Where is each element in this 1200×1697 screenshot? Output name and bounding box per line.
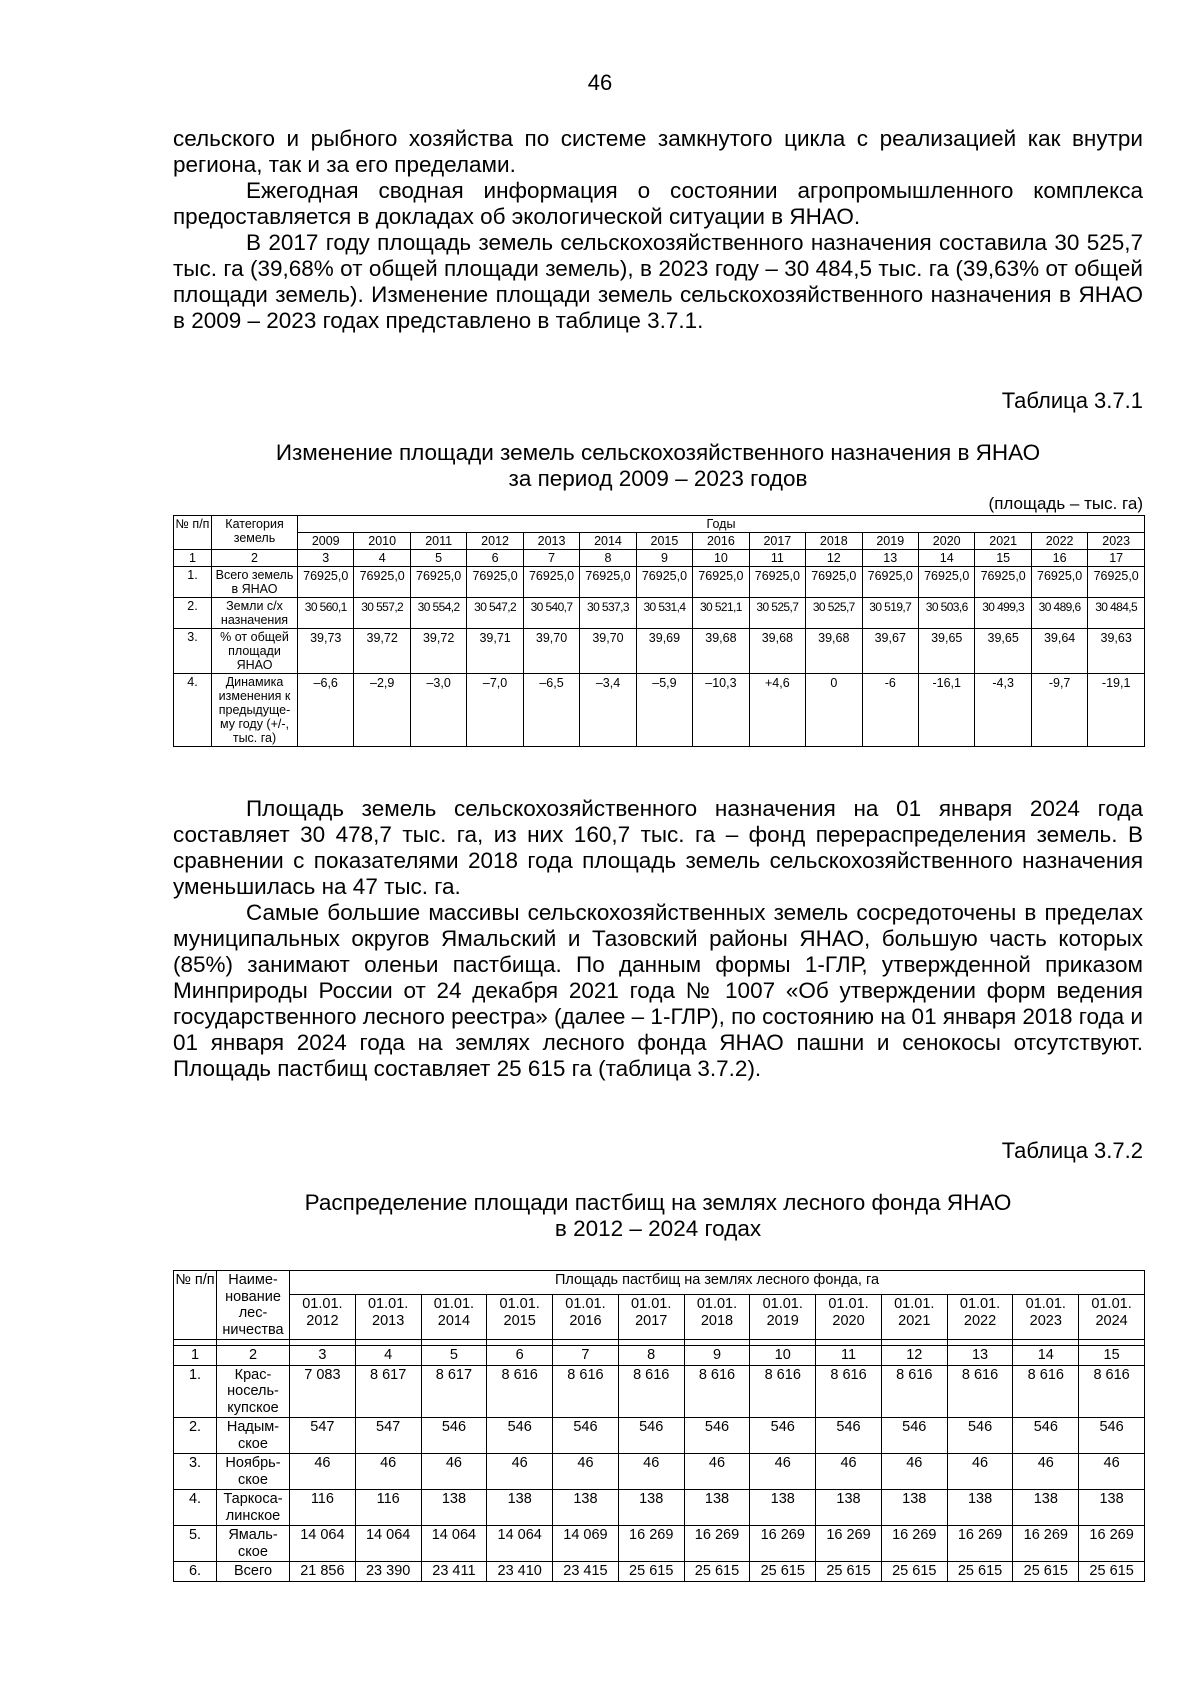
value-cell: 546 (816, 1418, 882, 1454)
column-number: 17 (1088, 550, 1145, 567)
column-number: 11 (749, 550, 805, 567)
value-cell: 30 484,5 (1088, 598, 1145, 629)
value-cell: 39,68 (693, 629, 749, 674)
table-row (174, 567, 1145, 598)
value-cell: 8 616 (750, 1365, 816, 1418)
value-cell: 46 (553, 1454, 619, 1490)
value-cell: 46 (355, 1454, 421, 1490)
value-cell: 46 (487, 1454, 553, 1490)
value-cell: 46 (947, 1454, 1013, 1490)
value-cell: 546 (553, 1418, 619, 1454)
table-2-title-line-1: Распределение площади пастбищ на землях лесного фонда ЯНАО (304, 1190, 1012, 1215)
value-cell: 8 616 (1079, 1365, 1145, 1418)
value-cell: 138 (421, 1490, 487, 1526)
row-number: 6. (174, 1562, 217, 1582)
column-number: 16 (1031, 550, 1087, 567)
paragraph-5: Самые большие массивы сельскохозяйственных земель сосредоточены в пределах муниципальных округов Ямальский и Тазовский районы ЯНАО, большую часть которых (85%) занимают оленьи пастбища. По данным формы 1-ГЛР, утвержденной приказом Минприроды России от 24 декабря 2021 года № 1007 «Об утверждении форм ведения государственного лесного реестра» (далее – 1-ГЛР), по состоянию на 01 января 2018 года и 01 января 2024 года на землях лесного фонда ЯНАО пашни и сенокосы отсутствуют. Площадь пастбищ составляет 25 615 га (таблица 3.7.2). (173, 900, 1143, 1081)
value-cell: 76925,0 (693, 567, 749, 598)
value-cell: 39,72 (410, 629, 466, 674)
table-row (174, 1562, 1145, 1582)
year-header: 2019 (862, 533, 918, 550)
value-cell: 23 415 (553, 1562, 619, 1582)
row-forestry: Крас-носель-купское (217, 1365, 290, 1418)
value-cell: 30 554,2 (410, 598, 466, 629)
value-cell: 8 616 (487, 1365, 553, 1418)
year-header: 2009 (298, 533, 354, 550)
value-cell: –3,0 (410, 674, 466, 747)
value-cell: 30 519,7 (862, 598, 918, 629)
value-cell: 76925,0 (1031, 567, 1087, 598)
value-cell: 39,65 (975, 629, 1031, 674)
value-cell: 25 615 (816, 1562, 882, 1582)
table-row (174, 1526, 1145, 1562)
value-cell: –6,5 (523, 674, 579, 747)
value-cell: 30 503,6 (918, 598, 974, 629)
column-number: 2 (217, 1346, 290, 1366)
value-cell: 46 (750, 1454, 816, 1490)
value-cell: 30 560,1 (298, 598, 354, 629)
value-cell: 23 410 (487, 1562, 553, 1582)
column-number: 5 (410, 550, 466, 567)
value-cell: 8 616 (881, 1365, 947, 1418)
value-cell: 30 557,2 (354, 598, 410, 629)
column-number: 2 (212, 550, 298, 567)
row-number: 2. (174, 598, 212, 629)
row-number: 1. (174, 1365, 217, 1418)
row-number: 4. (174, 674, 212, 747)
value-cell: –6,6 (298, 674, 354, 747)
column-number: 13 (947, 1346, 1013, 1366)
column-number: 4 (355, 1346, 421, 1366)
value-cell: 16 269 (618, 1526, 684, 1562)
column-number: 14 (918, 550, 974, 567)
column-number: 11 (816, 1346, 882, 1366)
row-category: % от общей площади ЯНАО (212, 629, 298, 674)
value-cell: 46 (1079, 1454, 1145, 1490)
row-number: 4. (174, 1490, 217, 1526)
column-number: 15 (975, 550, 1031, 567)
value-cell: 138 (487, 1490, 553, 1526)
value-cell: 25 615 (947, 1562, 1013, 1582)
value-cell: 8 616 (947, 1365, 1013, 1418)
value-cell: 76925,0 (410, 567, 466, 598)
value-cell: 25 615 (684, 1562, 750, 1582)
table-2-label: Таблица 3.7.2 (1001, 1138, 1143, 1163)
value-cell: 8 616 (618, 1365, 684, 1418)
date-header: 01.01. 2022 (947, 1295, 1013, 1340)
value-cell: 30 525,7 (749, 598, 805, 629)
value-cell: 14 064 (290, 1526, 356, 1562)
value-cell: 46 (421, 1454, 487, 1490)
row-number: 1. (174, 567, 212, 598)
value-cell: 25 615 (881, 1562, 947, 1582)
value-cell: 76925,0 (467, 567, 523, 598)
value-cell: 46 (684, 1454, 750, 1490)
row-number: 5. (174, 1526, 217, 1562)
value-cell: -4,3 (975, 674, 1031, 747)
value-cell: –5,9 (636, 674, 692, 747)
year-header: 2012 (467, 533, 523, 550)
value-cell: 76925,0 (918, 567, 974, 598)
column-number: 8 (618, 1346, 684, 1366)
row-forestry: Надым-ское (217, 1418, 290, 1454)
row-category: Земли с/х назначения (212, 598, 298, 629)
year-header: 2018 (806, 533, 862, 550)
paragraph-3: В 2017 году площадь земель сельскохозяйственного назначения составила 30 525,7 тыс. га (39,68% от общей площади земель), в 2023 году – 30 484,5 тыс. га (39,63% от общей площади земель). Изменение площади земель сельскохозяйственного назначения в ЯНАО в 2009 – 2023 годах представлено в таблице 3.7.1. (173, 230, 1143, 333)
year-header: 2017 (749, 533, 805, 550)
value-cell: 76925,0 (975, 567, 1031, 598)
value-cell: 138 (553, 1490, 619, 1526)
value-cell: 16 269 (1013, 1526, 1079, 1562)
value-cell: 546 (750, 1418, 816, 1454)
table-row (174, 1418, 1145, 1454)
table-1-title-line-1: Изменение площади земель сельскохозяйственного назначения в ЯНАО (275, 440, 1041, 465)
date-header: 01.01. 2017 (618, 1295, 684, 1340)
value-cell: 39,63 (1088, 629, 1145, 674)
column-number: 1 (174, 550, 212, 567)
value-cell: 116 (355, 1490, 421, 1526)
year-header: 2011 (410, 533, 466, 550)
paragraph-4: Площадь земель сельскохозяйственного назначения на 01 января 2024 года составляет 30 478,7 тыс. га, из них 160,7 тыс. га – фонд перераспределения земель. В сравнении с показателями 2018 года площадь земель сельскохозяйственного назначения уменьшилась на 47 тыс. га. (173, 796, 1143, 899)
value-cell: 30 499,3 (975, 598, 1031, 629)
value-cell: 546 (421, 1418, 487, 1454)
table-row (174, 1365, 1145, 1418)
table-3-7-2 (173, 1270, 1145, 1582)
value-cell: 76925,0 (523, 567, 579, 598)
value-cell: 546 (1079, 1418, 1145, 1454)
value-cell: 30 489,6 (1031, 598, 1087, 629)
value-cell: 8 616 (1013, 1365, 1079, 1418)
row-forestry: Ноябрь-ское (217, 1454, 290, 1490)
table-2-title (173, 1190, 1143, 1242)
row-category: Всего земель в ЯНАО (212, 567, 298, 598)
value-cell: 76925,0 (298, 567, 354, 598)
value-cell: 46 (290, 1454, 356, 1490)
value-cell: 76925,0 (749, 567, 805, 598)
value-cell: 8 617 (355, 1365, 421, 1418)
column-number: 6 (487, 1346, 553, 1366)
value-cell: 25 615 (1079, 1562, 1145, 1582)
table-1-title (173, 440, 1143, 492)
column-number: 9 (684, 1346, 750, 1366)
value-cell: 76925,0 (1088, 567, 1145, 598)
column-number: 7 (523, 550, 579, 567)
value-cell: -6 (862, 674, 918, 747)
column-number: 10 (750, 1346, 816, 1366)
value-cell: 16 269 (1079, 1526, 1145, 1562)
value-cell: 46 (1013, 1454, 1079, 1490)
value-cell: 546 (947, 1418, 1013, 1454)
paragraph-1: сельского и рыбного хозяйства по системе замкнутого цикла с реализацией как внутри региона, так и за его пределами. (173, 126, 1143, 177)
value-cell: 8 616 (553, 1365, 619, 1418)
value-cell: 14 069 (553, 1526, 619, 1562)
value-cell: -16,1 (918, 674, 974, 747)
row-number: 3. (174, 629, 212, 674)
paragraph-2: Ежегодная сводная информация о состоянии агропромышленного комплекса предоставляется в докладах об экологической ситуации в ЯНАО. (173, 178, 1143, 229)
value-cell: 39,71 (467, 629, 523, 674)
year-header: 2020 (918, 533, 974, 550)
table-row (174, 1454, 1145, 1490)
value-cell: 25 615 (750, 1562, 816, 1582)
column-number: 6 (467, 550, 523, 567)
value-cell: 138 (618, 1490, 684, 1526)
table-row (174, 1490, 1145, 1526)
date-header: 01.01. 2024 (1079, 1295, 1145, 1340)
column-number: 3 (298, 550, 354, 567)
value-cell: 546 (618, 1418, 684, 1454)
table-3-7-1 (173, 515, 1145, 747)
date-header: 01.01. 2019 (750, 1295, 816, 1340)
value-cell: 547 (355, 1418, 421, 1454)
value-cell: 76925,0 (862, 567, 918, 598)
value-cell: 8 617 (421, 1365, 487, 1418)
date-header: 01.01. 2015 (487, 1295, 553, 1340)
value-cell: 30 547,2 (467, 598, 523, 629)
column-number: 7 (553, 1346, 619, 1366)
column-number: 14 (1013, 1346, 1079, 1366)
value-cell: 7 083 (290, 1365, 356, 1418)
value-cell: 30 531,4 (636, 598, 692, 629)
date-header: 01.01. 2023 (1013, 1295, 1079, 1340)
value-cell: 16 269 (816, 1526, 882, 1562)
column-number: 9 (636, 550, 692, 567)
page-number: 46 (587, 70, 613, 95)
table-2-title-line-2: в 2012 – 2024 годах (554, 1216, 762, 1241)
value-cell: -19,1 (1088, 674, 1145, 747)
value-cell: 76925,0 (580, 567, 636, 598)
column-number: 5 (421, 1346, 487, 1366)
header-num: № п/п (174, 516, 212, 550)
row-number: 2. (174, 1418, 217, 1454)
value-cell: 76925,0 (636, 567, 692, 598)
value-cell: 23 390 (355, 1562, 421, 1582)
value-cell: 138 (816, 1490, 882, 1526)
value-cell: 39,64 (1031, 629, 1087, 674)
value-cell: 138 (684, 1490, 750, 1526)
value-cell: 39,72 (354, 629, 410, 674)
value-cell: 46 (816, 1454, 882, 1490)
value-cell: 0 (806, 674, 862, 747)
table-row (174, 674, 1145, 747)
value-cell: 25 615 (618, 1562, 684, 1582)
value-cell: 30 525,7 (806, 598, 862, 629)
date-header: 01.01. 2014 (421, 1295, 487, 1340)
value-cell: 546 (684, 1418, 750, 1454)
value-cell: 46 (618, 1454, 684, 1490)
year-header: 2016 (693, 533, 749, 550)
header-pasture-area: Площадь пастбищ на землях лесного фонда, га (290, 1271, 1145, 1295)
column-number: 8 (580, 550, 636, 567)
value-cell: 16 269 (947, 1526, 1013, 1562)
column-number: 13 (862, 550, 918, 567)
value-cell: 14 064 (355, 1526, 421, 1562)
value-cell: 138 (947, 1490, 1013, 1526)
column-number: 15 (1079, 1346, 1145, 1366)
header-forestry: Наиме-нование лес-ничества (217, 1271, 290, 1340)
value-cell: 546 (1013, 1418, 1079, 1454)
value-cell: 16 269 (881, 1526, 947, 1562)
year-header: 2023 (1088, 533, 1145, 550)
value-cell: 138 (881, 1490, 947, 1526)
table-row (174, 598, 1145, 629)
date-header: 01.01. 2013 (355, 1295, 421, 1340)
value-cell: 546 (881, 1418, 947, 1454)
row-number: 3. (174, 1454, 217, 1490)
year-header: 2010 (354, 533, 410, 550)
value-cell: 39,70 (523, 629, 579, 674)
row-forestry: Таркоса-линское (217, 1490, 290, 1526)
table-1-units: (площадь – тыс. га) (988, 494, 1143, 513)
table-row (174, 629, 1145, 674)
header-years: Годы (298, 516, 1145, 533)
value-cell: 25 615 (1013, 1562, 1079, 1582)
value-cell: 14 064 (487, 1526, 553, 1562)
value-cell: 138 (750, 1490, 816, 1526)
value-cell: 16 269 (750, 1526, 816, 1562)
table-1-label: Таблица 3.7.1 (1001, 388, 1143, 413)
header-category: Категория земель (212, 516, 298, 550)
date-header: 01.01. 2021 (881, 1295, 947, 1340)
value-cell: 116 (290, 1490, 356, 1526)
row-forestry: Всего (217, 1562, 290, 1582)
value-cell: 546 (487, 1418, 553, 1454)
year-header: 2014 (580, 533, 636, 550)
value-cell: 547 (290, 1418, 356, 1454)
value-cell: –7,0 (467, 674, 523, 747)
value-cell: 14 064 (421, 1526, 487, 1562)
date-header: 01.01. 2020 (816, 1295, 882, 1340)
value-cell: 39,67 (862, 629, 918, 674)
value-cell: +4,6 (749, 674, 805, 747)
value-cell: 76925,0 (354, 567, 410, 598)
column-number: 12 (806, 550, 862, 567)
date-header: 01.01. 2018 (684, 1295, 750, 1340)
value-cell: 46 (881, 1454, 947, 1490)
column-number: 12 (881, 1346, 947, 1366)
value-cell: 39,70 (580, 629, 636, 674)
value-cell: -9,7 (1031, 674, 1087, 747)
value-cell: 39,73 (298, 629, 354, 674)
value-cell: 39,65 (918, 629, 974, 674)
value-cell: –10,3 (693, 674, 749, 747)
year-header: 2022 (1031, 533, 1087, 550)
value-cell: 23 411 (421, 1562, 487, 1582)
year-header: 2013 (523, 533, 579, 550)
value-cell: 30 537,3 (580, 598, 636, 629)
column-number: 4 (354, 550, 410, 567)
value-cell: 8 616 (816, 1365, 882, 1418)
row-category: Динамика изменения к предыдуще-му году (+/-, тыс. га) (212, 674, 298, 747)
value-cell: –3,4 (580, 674, 636, 747)
value-cell: 39,68 (749, 629, 805, 674)
column-number: 3 (290, 1346, 356, 1366)
row-forestry: Ямаль-ское (217, 1526, 290, 1562)
value-cell: –2,9 (354, 674, 410, 747)
value-cell: 39,68 (806, 629, 862, 674)
table-1-title-line-2: за период 2009 – 2023 годов (508, 466, 808, 491)
column-number: 1 (174, 1346, 217, 1366)
column-number: 10 (693, 550, 749, 567)
value-cell: 30 540,7 (523, 598, 579, 629)
value-cell: 30 521,1 (693, 598, 749, 629)
date-header: 01.01. 2012 (290, 1295, 356, 1340)
header-num: № п/п (174, 1271, 217, 1340)
value-cell: 138 (1013, 1490, 1079, 1526)
value-cell: 8 616 (684, 1365, 750, 1418)
value-cell: 39,69 (636, 629, 692, 674)
value-cell: 138 (1079, 1490, 1145, 1526)
value-cell: 76925,0 (806, 567, 862, 598)
date-header: 01.01. 2016 (553, 1295, 619, 1340)
value-cell: 21 856 (290, 1562, 356, 1582)
year-header: 2015 (636, 533, 692, 550)
year-header: 2021 (975, 533, 1031, 550)
value-cell: 16 269 (684, 1526, 750, 1562)
